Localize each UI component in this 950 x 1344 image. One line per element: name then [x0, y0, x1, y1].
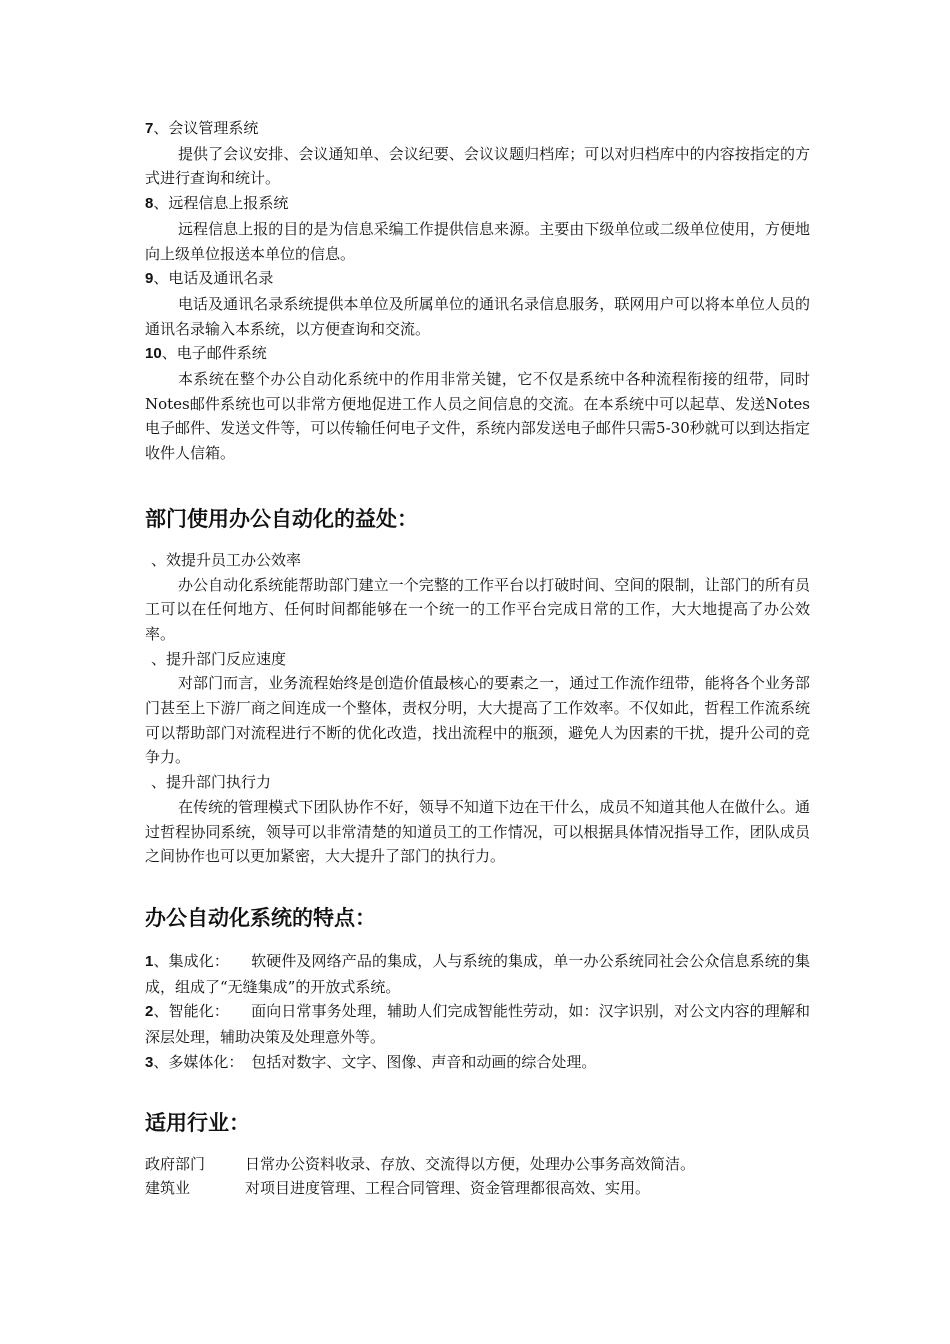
system-title: [145, 341, 810, 367]
system-number: 10: [145, 345, 162, 363]
benefit-title: 、效提升员工办公效率: [151, 550, 302, 569]
benefits-heading: 部门使用办公自动化的益处：: [145, 505, 418, 531]
feature-number: 3: [145, 1053, 154, 1071]
benefit-description: 办公自动化系统能帮助部门建立一个完整的工作平台以打破时间、空间的限制，让部门的所有员工可以在任何地方、任何时间都能够在一个统一的工作平台完成日常的工作，大大地提高了办公效率。: [145, 575, 810, 643]
system-number: 7: [145, 120, 154, 137]
document-page: [145, 116, 810, 1201]
benefit-item: [145, 548, 810, 647]
benefit-title: 、提升部门反应速度: [151, 649, 287, 668]
industry-description: 对项目进度管理、工程合同管理、资金管理都很高效、实用。: [245, 1179, 651, 1198]
benefit-item: [145, 647, 810, 771]
system-title-text: 、电子邮件系统: [161, 344, 267, 363]
system-number: 8: [145, 195, 154, 213]
feature-description: 包括对数字、文字、图像、声音和动画的综合处理。: [251, 1052, 597, 1071]
industry-name: 建筑业: [145, 1179, 191, 1198]
industries-heading: 适用行业：: [145, 1109, 250, 1135]
system-title-text: 、电话及通讯名录: [153, 269, 274, 288]
benefit-description: 对部门而言，业务流程始终是创造价值最核心的要素之一，通过工作流作纽带，能将各个业务部门甚至上下游厂商之间连成一个整体，责权分明，大大提高了工作效率。不仅如此，哲程工作流系统可以帮助部门对流程进行不断的优化改造，找出流程中的瓶颈，避免人为因素的干扰，提升公司的竞争力。: [145, 674, 810, 767]
feature-item: [145, 949, 810, 999]
benefit-title: 、提升部门执行力: [151, 773, 272, 792]
benefit-item: [145, 770, 810, 869]
system-section-8: [145, 191, 810, 266]
system-title-text: 、远程信息上报系统: [153, 194, 289, 213]
system-number: 9: [145, 270, 154, 288]
system-section-9: [145, 266, 810, 341]
system-title-text: 、会议管理系统: [153, 119, 259, 137]
feature-number: 2: [145, 1003, 154, 1021]
industry-description: 日常办公资料收录、存放、交流得以方便，处理办公事务高效简洁。: [245, 1154, 696, 1173]
system-title: [145, 191, 810, 217]
feature-description: 软硬件及网络产品的集成，人与系统的集成，单一办公系统同社会公众信息系统的集成，组成了“无缝集成”的开放式系统。: [145, 951, 810, 996]
feature-item: [145, 999, 810, 1049]
system-section-10: [145, 341, 810, 466]
system-description: 本系统在整个办公自动化系统中的作用非常关键，它不仅是系统中各种流程衔接的纽带，同时Notes邮件系统也可以非常方便地促进工作人员之间信息的交流。在本系统中可以起草、发送Notes电子邮件、发送文件等，可以传输任何电子文件，系统内部发送电子邮件只需5-30秒就可以到达指定收件人信箱。: [145, 370, 810, 463]
system-description: 电话及通讯名录系统提供本单位及所属单位的通讯名录信息服务，联网用户可以将本单位人员的通讯名录输入本系统，以方便查询和交流。: [145, 294, 810, 338]
industry-row: [145, 1176, 810, 1201]
system-description: 远程信息上报的目的是为信息采编工作提供信息来源。主要由下级单位或二级单位使用，方便地向上级单位报送本单位的信息。: [145, 219, 810, 263]
system-section-7: [145, 116, 810, 191]
features-heading: 办公自动化系统的特点：: [145, 904, 376, 930]
feature-number: 1: [145, 952, 154, 970]
feature-item: [145, 1050, 810, 1076]
feature-label: 、多媒体化：: [153, 1052, 244, 1071]
system-description: 提供了会议安排、会议通知单、会议纪要、会议议题归档库；可以对归档库中的内容按指定的方式进行查询和统计。: [145, 144, 810, 188]
feature-description: 面向日常事务处理，辅助人们完成智能性劳动，如：汉字识别，对公文内容的理解和深层处理，辅助决策及处理意外等。: [145, 1002, 810, 1047]
system-title: [145, 266, 810, 292]
feature-label: 、集成化：: [153, 951, 229, 970]
system-title: [145, 116, 810, 142]
industry-name: 政府部门: [145, 1154, 206, 1173]
feature-label: 、智能化：: [153, 1002, 229, 1021]
benefit-description: 在传统的管理模式下团队协作不好，领导不知道下边在干什么，成员不知道其他人在做什么。通过哲程协同系统，领导可以非常清楚的知道员工的工作情况，可以根据具体情况指导工作，团队成员之间协作也可以更加紧密，大大提升了部门的执行力。: [145, 797, 810, 866]
industry-row: [145, 1152, 810, 1177]
